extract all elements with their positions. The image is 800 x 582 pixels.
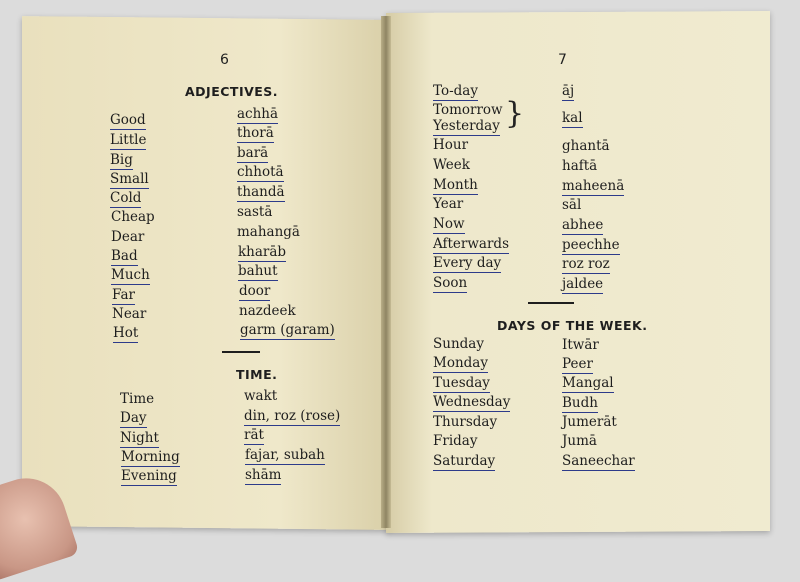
adjective-en: Far [112, 287, 135, 303]
brace-icon: } [505, 96, 525, 131]
day-hi: Budh [562, 395, 598, 411]
day-hi: Mangal [562, 375, 614, 391]
time-hi: sāl [562, 197, 582, 213]
page-number-left: 6 [220, 52, 229, 68]
adjective-en: Much [111, 267, 150, 283]
adjective-en: Little [110, 132, 147, 148]
adjectives-heading: ADJECTIVES. [185, 84, 279, 99]
adjective-hi: door [239, 283, 271, 299]
section-divider [222, 351, 260, 353]
day-en: Tuesday [433, 375, 490, 391]
day-en: Saturday [433, 453, 496, 469]
time-en: Week [433, 157, 470, 173]
adjective-en: Cheap [111, 209, 155, 225]
time-en: Evening [121, 468, 177, 484]
time-en: Hour [433, 137, 469, 153]
time-hi: abhee [562, 217, 604, 233]
time-en: Morning [121, 449, 180, 465]
time-en: Afterwards [433, 236, 510, 252]
adjective-hi: chhotā [237, 164, 284, 180]
time-hi: shām [245, 467, 282, 483]
day-en: Monday [433, 355, 488, 371]
time-en: Night [120, 430, 159, 446]
time-hi: maheenā [562, 178, 625, 194]
adjective-hi: achhā [237, 106, 279, 122]
adjective-en: Good [110, 112, 146, 128]
time-hi: wakt [244, 388, 278, 404]
section-divider [528, 302, 574, 304]
day-hi: Itwār [562, 337, 599, 353]
adjective-en: Dear [111, 229, 145, 245]
time-hi: peechhe [562, 237, 620, 253]
adjective-en: Near [112, 306, 147, 322]
time-hi: roz roz [562, 256, 610, 272]
day-en: Thursday [433, 414, 498, 430]
adjective-hi: nazdeek [239, 303, 296, 319]
day-hi: Saneechar [562, 453, 635, 469]
time-en: Yesterday [433, 118, 500, 134]
time-en: Month [433, 177, 478, 193]
time-hi: fajar, subah [245, 447, 325, 463]
adjective-en: Big [110, 152, 133, 168]
time-hi: āj [562, 83, 575, 99]
time-en: Every day [433, 255, 502, 271]
time-en: Tomorrow [433, 102, 503, 118]
day-hi: Jumerāt [562, 414, 617, 430]
time-en: Soon [433, 275, 468, 291]
time-en: Time [120, 391, 155, 407]
adjective-hi: thorā [237, 125, 274, 141]
time-en: Now [433, 216, 465, 232]
adjective-en: Bad [111, 248, 138, 264]
time-heading: TIME. [236, 367, 278, 382]
adjective-hi: kharāb [238, 244, 287, 260]
book-gutter [381, 16, 391, 528]
adjective-hi: thandā [237, 184, 285, 200]
time-hi: din, roz (rose) [244, 408, 341, 424]
adjective-hi: barā [237, 145, 269, 161]
day-en: Wednesday [433, 394, 511, 410]
time-hi: rāt [244, 427, 264, 443]
adjective-hi: mahangā [237, 224, 300, 240]
time-hi: haftā [562, 158, 598, 174]
time-en: To-day [433, 83, 478, 99]
time-en: Day [120, 410, 147, 426]
adjective-en: Hot [113, 325, 139, 341]
adjective-hi: garm (garam) [240, 322, 335, 338]
time-hi: jaldee [562, 276, 604, 292]
adjective-en: Cold [110, 190, 142, 206]
day-en: Friday [433, 433, 478, 449]
time-hi: kal [562, 110, 583, 126]
adjective-hi: sastā [237, 204, 273, 220]
day-hi: Peer [562, 356, 593, 372]
adjective-hi: bahut [238, 263, 278, 279]
time-en: Year [433, 196, 464, 212]
page-number-right: 7 [558, 52, 567, 68]
adjective-en: Small [110, 171, 149, 187]
day-hi: Jumā [562, 433, 597, 449]
time-hi: ghantā [562, 138, 610, 154]
day-en: Sunday [433, 336, 484, 352]
days-heading: DAYS OF THE WEEK. [497, 318, 648, 333]
